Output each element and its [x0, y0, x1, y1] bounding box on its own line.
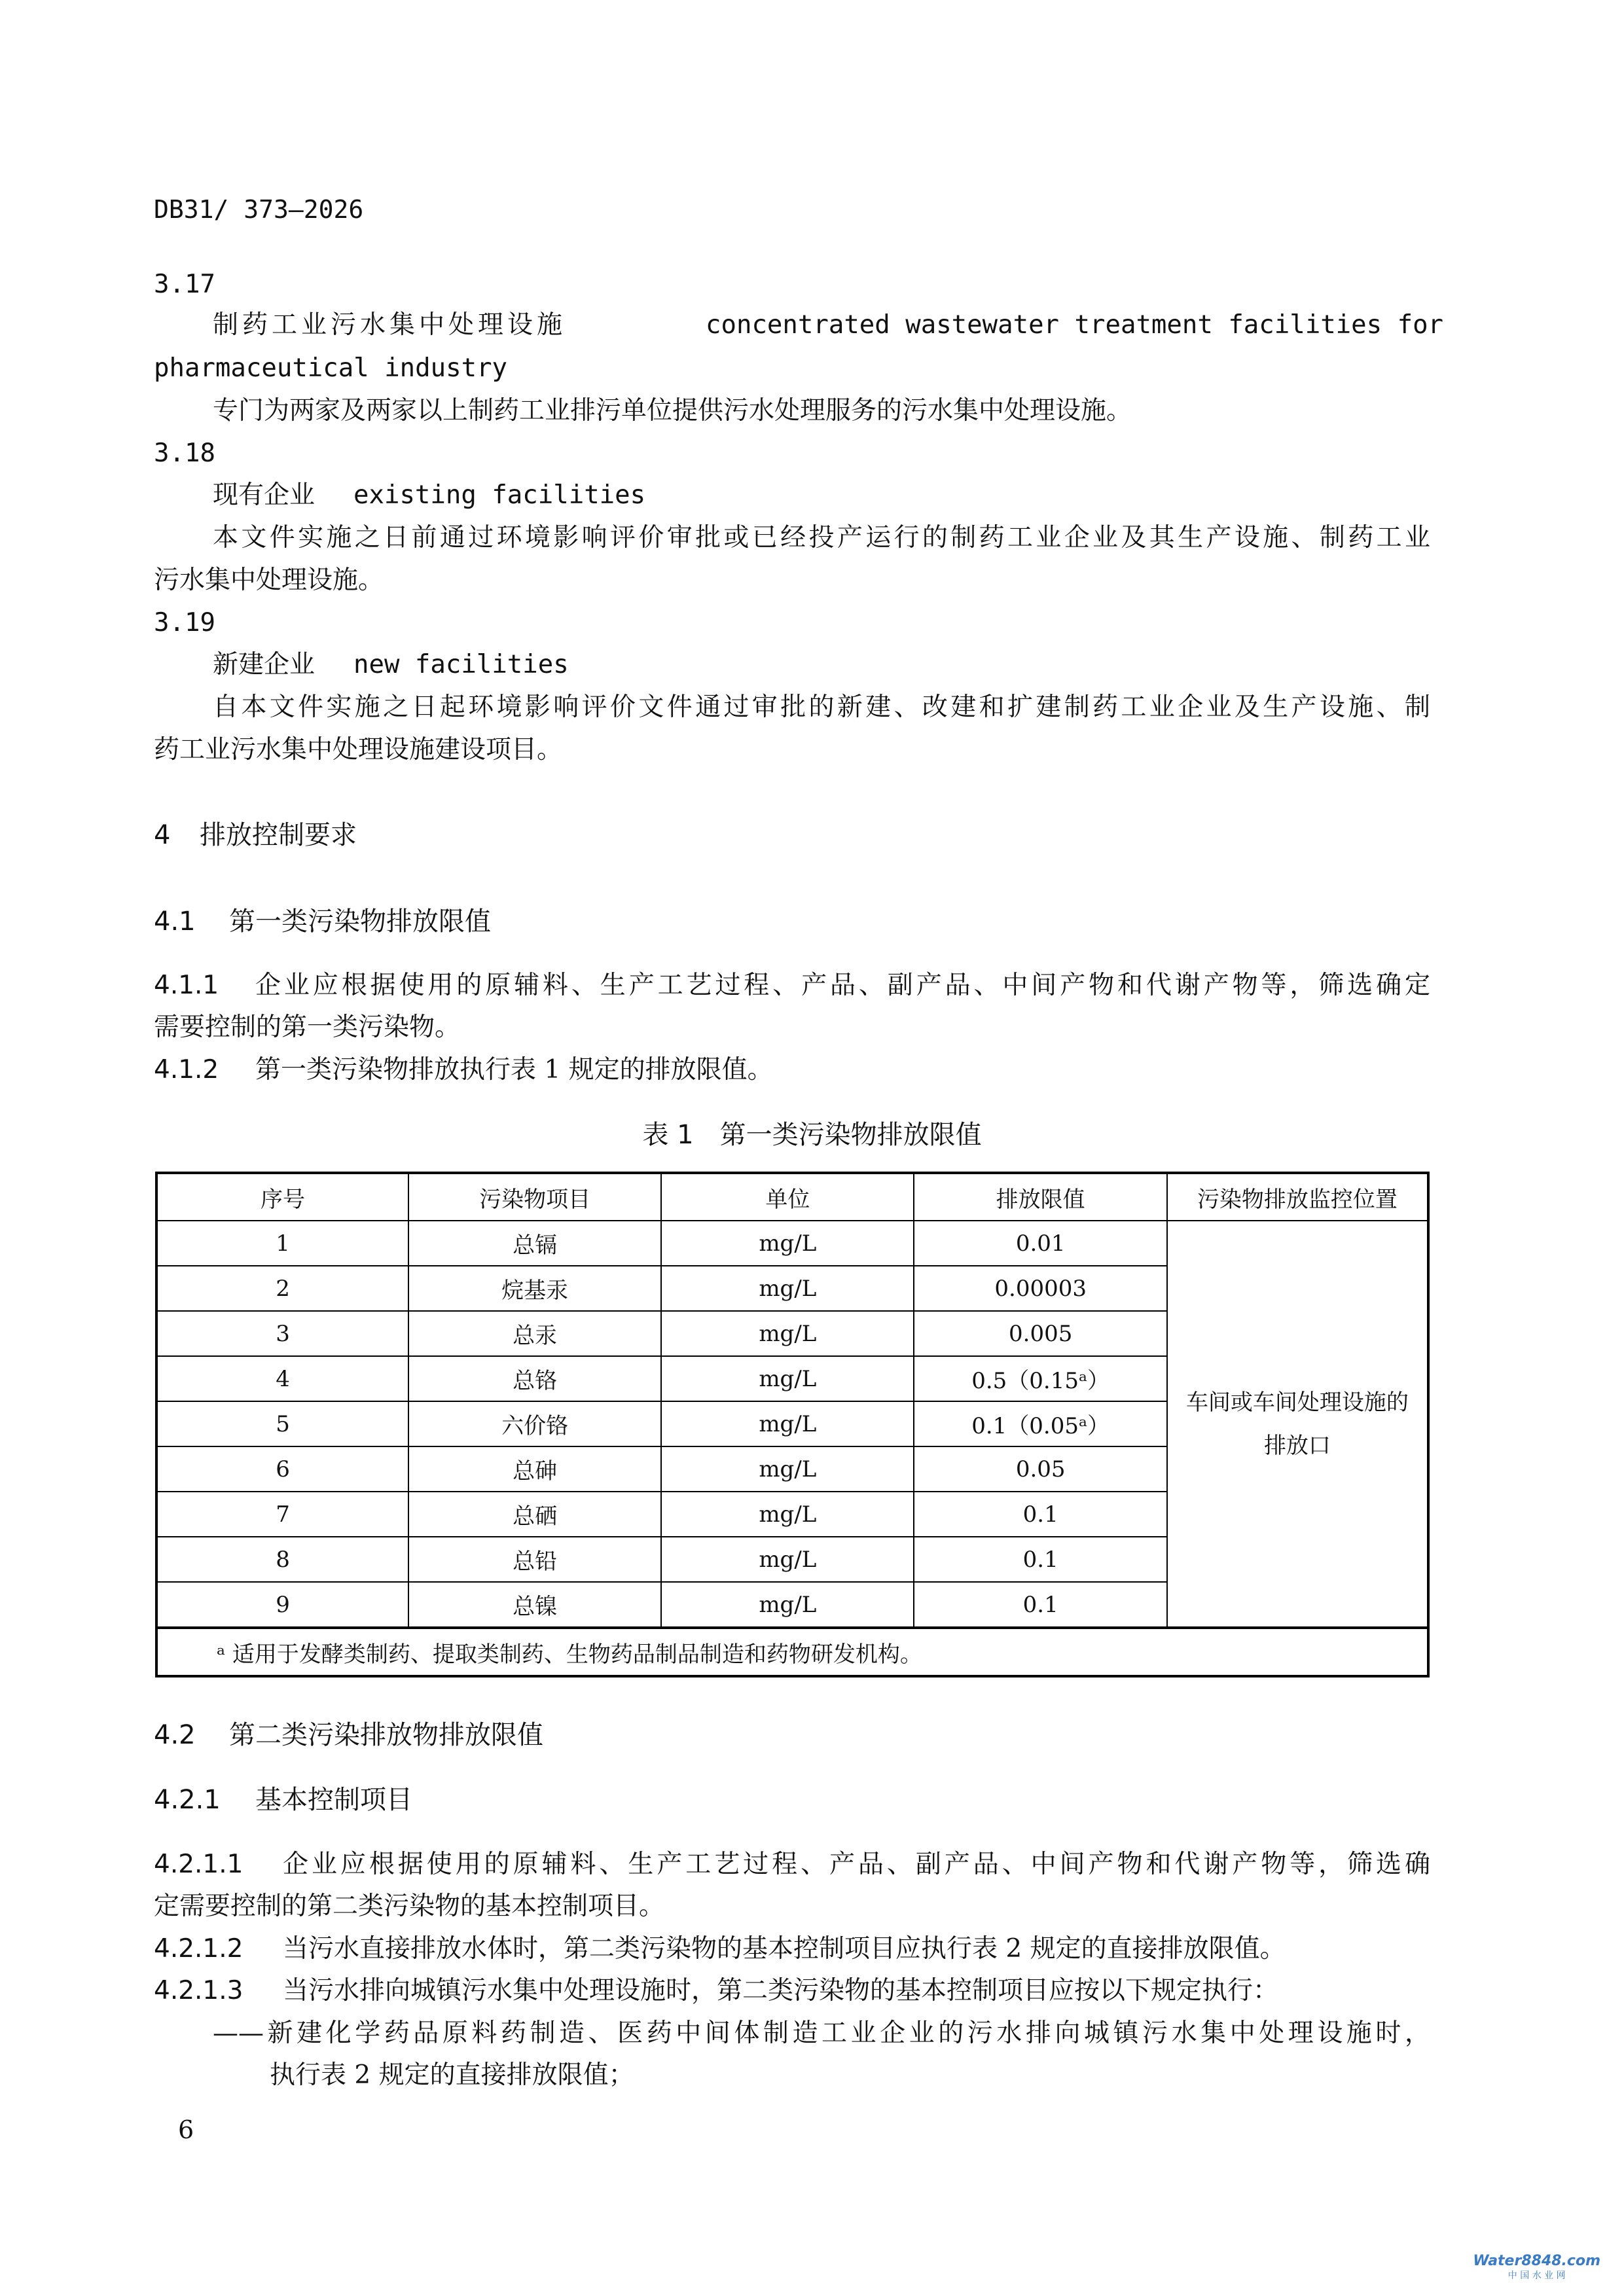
cell-pollutant: 总铅	[408, 1537, 661, 1582]
clause-number: 4.2.1.2	[154, 1934, 244, 1964]
header-cell: 污染物项目	[408, 1173, 661, 1221]
section-title: 排放控制要求	[200, 820, 357, 850]
cell-index: 3	[156, 1311, 408, 1356]
section-title: 第一类污染物排放限值	[229, 906, 491, 937]
clause-number: 3.18	[154, 439, 215, 468]
clause-number: 3.17	[154, 270, 215, 299]
table-header-row	[156, 1173, 1428, 1221]
cell-unit: mg/L	[661, 1266, 914, 1311]
clause-text: 企业应根据使用的原辅料、生产工艺过程、产品、副产品、中间产物和代谢产物等，筛选确定	[255, 971, 1430, 1000]
section-number: 4.1	[154, 906, 196, 937]
cell-unit: mg/L	[661, 1582, 914, 1628]
clause-text: 当污水直接排放水体时，第二类污染物的基本控制项目应执行表 2 规定的直接排放限值。	[283, 1934, 1286, 1964]
term-definition: 自本文件实施之日起环境影响评价文件通过审批的新建、改建和扩建制药工业企业及生产设施、制	[213, 692, 1430, 722]
term-chinese: 制药工业污水集中处理设施	[213, 310, 567, 340]
cell-unit: mg/L	[661, 1537, 914, 1582]
term-definition: 专门为两家及两家以上制药工业排污单位提供污水处理服务的污水集中处理设施。	[213, 396, 1132, 425]
cell-index: 7	[156, 1492, 408, 1537]
site-watermark	[1473, 2254, 1600, 2283]
cell-limit: 0.00003	[914, 1266, 1166, 1311]
clause-text: 企业应根据使用的原辅料、生产工艺过程、产品、副产品、中间产物和代谢产物等，筛选确	[283, 1850, 1430, 1879]
section-number: 4.2	[154, 1720, 196, 1750]
header-cell: 污染物排放监控位置	[1167, 1173, 1428, 1221]
header-cell: 排放限值	[914, 1173, 1166, 1221]
cell-index: 1	[156, 1221, 408, 1266]
clause-text: 第一类污染物排放执行表 1 规定的排放限值。	[255, 1055, 773, 1085]
cell-index: 2	[156, 1266, 408, 1311]
term-english-continued: pharmaceutical industry	[154, 353, 508, 383]
cell-unit: mg/L	[661, 1401, 914, 1446]
cell-index: 8	[156, 1537, 408, 1582]
cell-limit: 0.1	[914, 1537, 1166, 1582]
list-item: ——新建化学药品原料药制造、医药中间体制造工业企业的污水排向城镇污水集中处理设施时，	[213, 2018, 1430, 2048]
cell-pollutant: 六价铬	[408, 1401, 661, 1446]
term-english: existing facilities	[353, 480, 646, 510]
term-definition-continued: 药工业污水集中处理设施建设项目。	[154, 735, 563, 764]
term-definition: 本文件实施之日前通过环境影响评价审批或已经投产运行的制药工业企业及其生产设施、制药工业	[213, 523, 1430, 552]
cell-unit: mg/L	[661, 1221, 914, 1266]
cell-unit: mg/L	[661, 1492, 914, 1537]
clause-number: 4.1.2	[154, 1055, 219, 1085]
cell-pollutant: 总镍	[408, 1582, 661, 1628]
section-title: 第二类污染排放物排放限值	[229, 1720, 543, 1750]
cell-pollutant: 总硒	[408, 1492, 661, 1537]
clause-text: 当污水排向城镇污水集中处理设施时，第二类污染物的基本控制项目应按以下规定执行：	[283, 1976, 1279, 2005]
table-row	[156, 1221, 1428, 1266]
watermark-logo-text: Water8848.com	[1473, 2253, 1600, 2269]
term-english: concentrated wastewater treatment facilities for	[706, 310, 1444, 340]
cell-limit: 0.1	[914, 1582, 1166, 1628]
clause-number: 4.1.1	[154, 971, 219, 1000]
section-number: 4	[154, 820, 171, 850]
watermark-caption: 中 国 水 业 网	[1507, 2270, 1566, 2281]
table-note-row	[156, 1628, 1428, 1676]
cell-index: 9	[156, 1582, 408, 1628]
cell-pollutant: 总汞	[408, 1311, 661, 1356]
clause-number: 4.2.1.1	[154, 1850, 244, 1879]
cell-limit: 0.005	[914, 1311, 1166, 1356]
section-number: 4.2.1	[154, 1785, 221, 1815]
clause-number: 3.19	[154, 608, 215, 637]
clause-number: 4.2.1.3	[154, 1976, 244, 2005]
term-chinese: 现有企业	[213, 480, 316, 510]
term-definition-continued: 污水集中处理设施。	[154, 565, 384, 595]
cell-monitoring-location	[1167, 1221, 1428, 1628]
cell-limit: 0.01	[914, 1221, 1166, 1266]
cell-pollutant: 总铬	[408, 1356, 661, 1401]
cell-index: 6	[156, 1446, 408, 1492]
cell-index: 4	[156, 1356, 408, 1401]
cell-limit: 0.1	[914, 1492, 1166, 1537]
clause-text-continued: 需要控制的第一类污染物。	[154, 1013, 461, 1042]
term-chinese: 新建企业	[213, 650, 316, 679]
section-title: 基本控制项目	[255, 1785, 412, 1815]
table-caption: 表 1 第一类污染物排放限值	[642, 1120, 982, 1150]
cell-pollutant: 总砷	[408, 1446, 661, 1492]
page-number: 6	[178, 2115, 194, 2144]
clause-text-continued: 定需要控制的第二类污染物的基本控制项目。	[154, 1892, 665, 1921]
cell-unit: mg/L	[661, 1356, 914, 1401]
cell-limit: 0.05	[914, 1446, 1166, 1492]
document-code: DB31/ 373—2026	[154, 195, 364, 224]
header-cell: 序号	[156, 1173, 408, 1221]
location-line: 车间或车间处理设施的	[1185, 1389, 1409, 1416]
list-item-continued: 执行表 2 规定的直接排放限值；	[270, 2060, 634, 2090]
location-line: 排放口	[1263, 1432, 1331, 1459]
cell-index: 5	[156, 1401, 408, 1446]
header-cell: 单位	[661, 1173, 914, 1221]
cell-pollutant: 烷基汞	[408, 1266, 661, 1311]
pollutant-limits-table	[155, 1172, 1430, 1677]
table-footnote: ᵃ 适用于发酵类制药、提取类制药、生物药品制品制造和药物研发机构。	[156, 1628, 1428, 1676]
term-english: new facilities	[353, 650, 569, 679]
cell-limit: 0.5（0.15ᵃ）	[914, 1356, 1166, 1401]
cell-unit: mg/L	[661, 1311, 914, 1356]
cell-pollutant: 总镉	[408, 1221, 661, 1266]
cell-limit: 0.1（0.05ᵃ）	[914, 1401, 1166, 1446]
cell-unit: mg/L	[661, 1446, 914, 1492]
